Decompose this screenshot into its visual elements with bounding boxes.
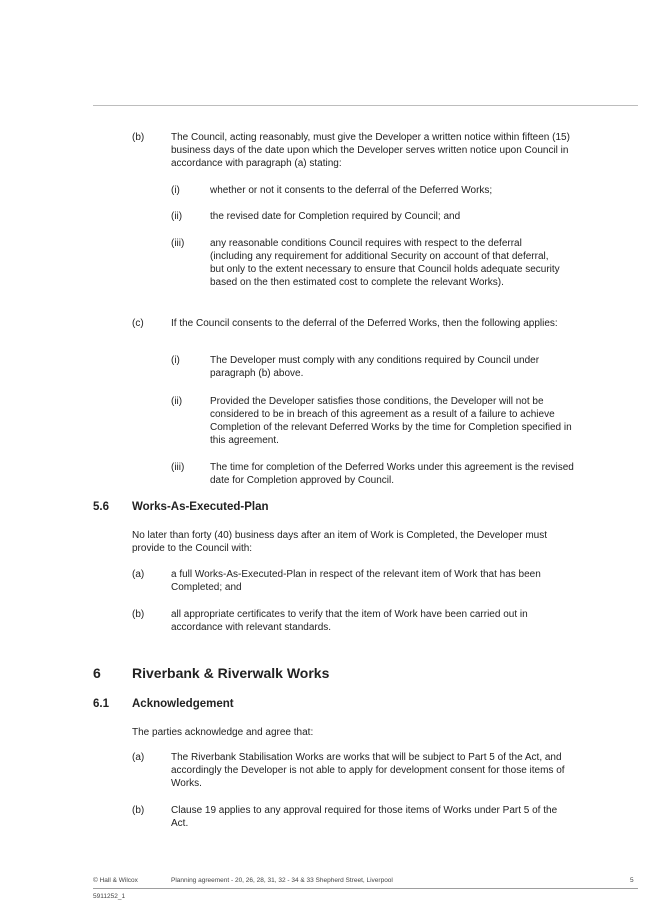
section-6-1-a-text: The Riverbank Stabilisation Works are works that will be subject to Part 5 of the Act, and accordingly the Developer is not able to apply for development consent for those items of Works.: [171, 752, 565, 789]
footer-document-title: Planning agreement - 20, 26, 28, 31, 32 - 34 & 33 Shepherd Street, Liverpool: [171, 877, 393, 884]
section-6-1-b-text: Clause 19 applies to any approval required for those items of Works under Part 5 of the Act.: [171, 805, 558, 829]
section-5-6-number: 5.6: [93, 501, 109, 513]
section-5-6-title: Works-As-Executed-Plan: [132, 501, 269, 513]
section-6-1-a-label: (a): [132, 752, 145, 763]
para-b-text: The Council, acting reasonably, must give the Developer a written notice within fifteen (15) business days of the date upon which the Developer serves written notice upon Council in accordance with paragraph (a) stating:: [171, 132, 570, 169]
para-c-ii-text: Provided the Developer satisfies those conditions, the Developer will not be considered to be in breach of this agreement as a result of a failure to achieve Completion of the relevant Deferred Works by the time for Completion specified in this agreement.: [210, 396, 572, 446]
para-b-label: (b): [132, 132, 145, 143]
para-c-iii-text: The time for completion of the Deferred Works under this agreement is the revised date for Completion approved by Council.: [210, 462, 574, 486]
section-6-1-number: 6.1: [93, 698, 109, 710]
para-b-ii-text: the revised date for Completion required by Council; and: [210, 211, 461, 222]
section-5-6-a-text: a full Works-As-Executed-Plan in respect of the relevant item of Work that has been Completed; and: [171, 569, 541, 593]
section-5-6-b-label: (b): [132, 609, 145, 620]
para-c-i-label: (i): [171, 355, 180, 366]
section-6-1-b-label: (b): [132, 805, 145, 816]
footer-rule: [93, 888, 638, 889]
para-c-label: (c): [132, 318, 144, 329]
para-b-i-text: whether or not it consents to the deferral of the Deferred Works;: [210, 185, 493, 196]
para-b-iii-text: any reasonable conditions Council requires with respect to the deferral (including any requirement for additional Security on account of that deferral, but only to the extent necessary to ensure that Council holds adequate security based on the then estimated cost to complete the relevant Works).: [210, 238, 560, 288]
section-6-1-intro: The parties acknowledge and agree that:: [132, 727, 314, 738]
para-c-ii-label: (ii): [171, 396, 183, 407]
header-rule: [93, 105, 638, 106]
para-c-text: If the Council consents to the deferral of the Deferred Works, then the following applies:: [171, 318, 558, 329]
section-5-6-intro: No later than forty (40) business days after an item of Work is Completed, the Developer must provide to the Council with:: [132, 530, 547, 554]
section-6-title: Riverbank & Riverwalk Works: [132, 665, 330, 681]
para-c-i-text: The Developer must comply with any conditions required by Council under paragraph (b) above.: [210, 355, 540, 379]
para-b-iii-label: (iii): [171, 238, 185, 249]
para-c-iii-label: (iii): [171, 462, 185, 473]
footer-document-ref: 5911252_1: [93, 893, 126, 900]
footer-page-number: 5: [630, 877, 634, 884]
section-5-6-b-text: all appropriate certificates to verify that the item of Work have been carried out in accordance with relevant standards.: [171, 609, 528, 633]
section-5-6-a-label: (a): [132, 569, 145, 580]
para-b-ii-label: (ii): [171, 211, 183, 222]
footer-firm: © Hall & Wilcox: [93, 877, 138, 884]
section-6-1-title: Acknowledgement: [132, 698, 234, 710]
para-b-i-label: (i): [171, 185, 180, 196]
section-6-number: 6: [93, 665, 101, 681]
